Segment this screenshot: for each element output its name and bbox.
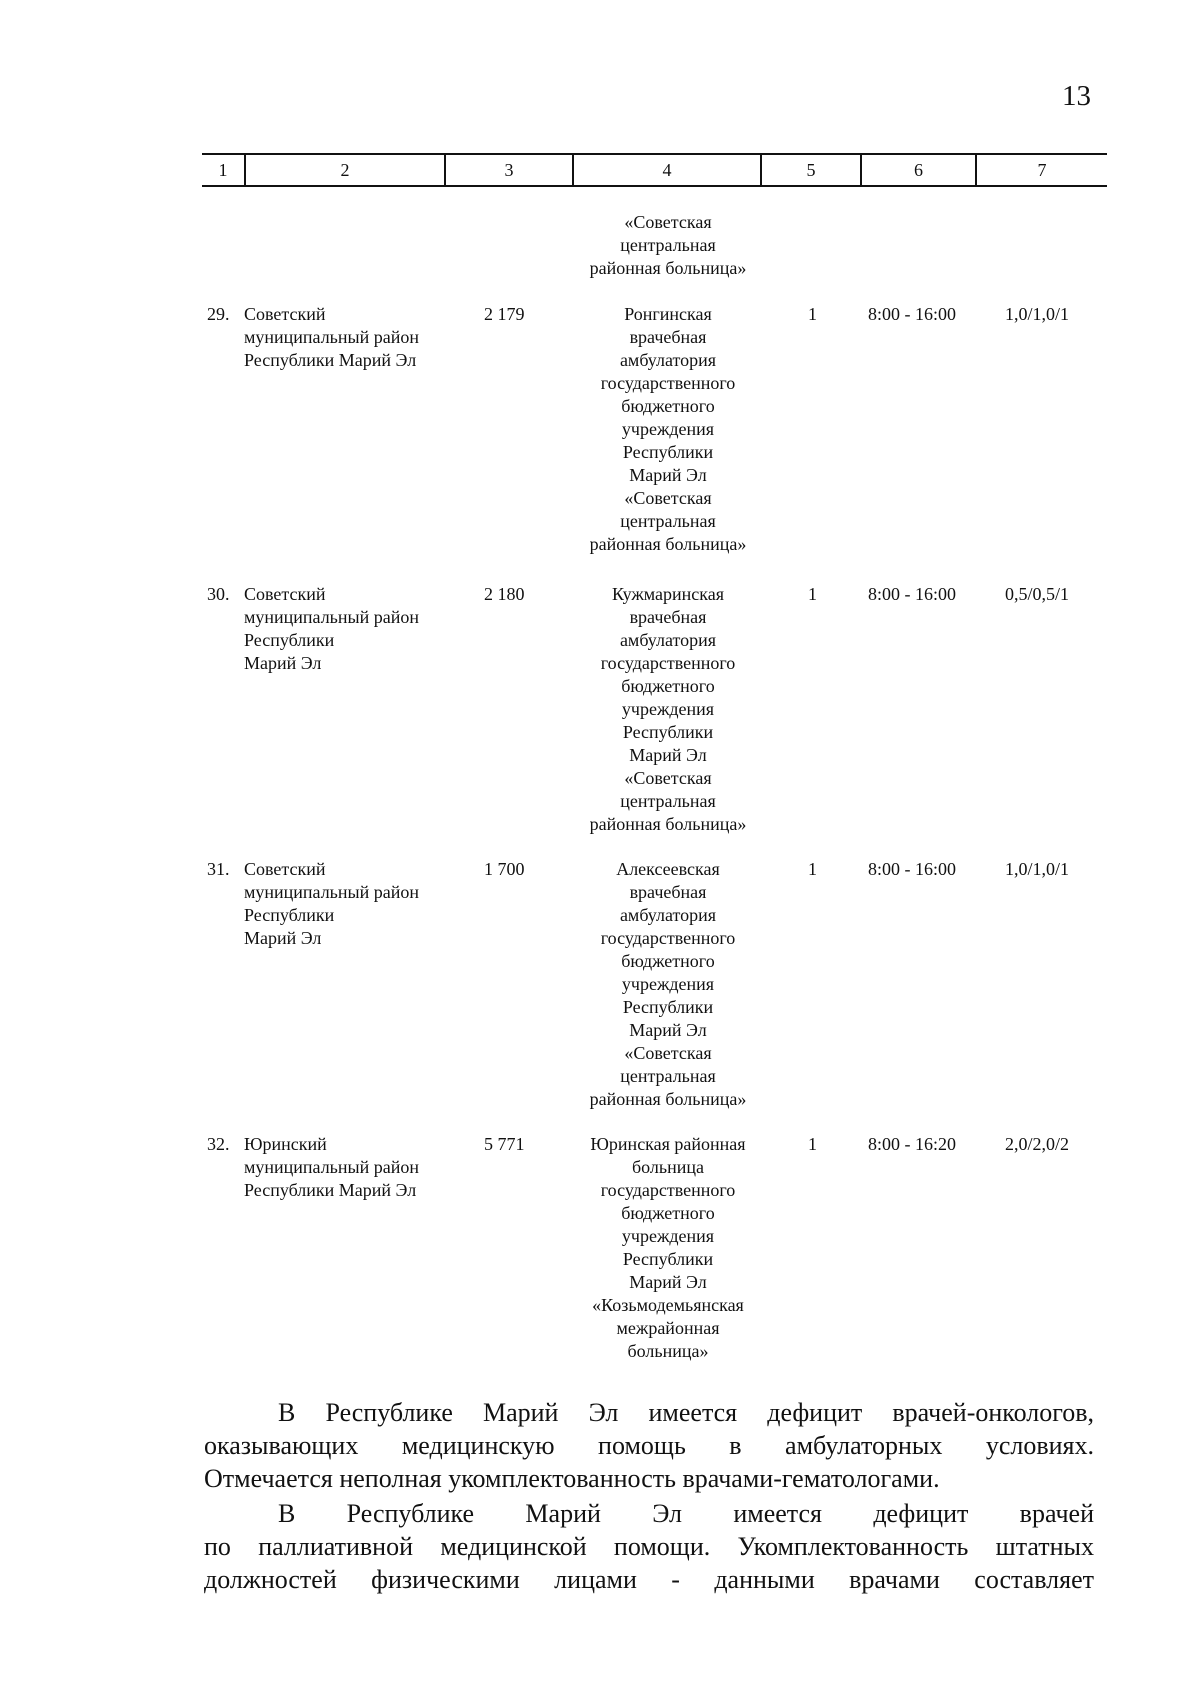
institution-cell: Ронгинская врачебная амбулатория государственного бюджетного учреждения Республики Марий Эл «Советская центральная районная больница»	[589, 304, 747, 554]
paragraph-line: должностей физическими лицами - данными врачами составляет	[204, 1565, 1094, 1594]
paragraph	[204, 1497, 1094, 1596]
staff-cell: 1,0/1,0/1	[1005, 859, 1070, 879]
paragraph	[204, 1396, 1094, 1495]
paragraph-line: оказывающих медицинскую помощь в амбулаторных условиях.	[204, 1431, 1094, 1460]
header-cell: 1	[218, 159, 228, 180]
header-cell: 3	[444, 155, 572, 185]
paragraph-line: Отмечается неполная укомплектованность врачами-гематологами.	[204, 1464, 940, 1493]
header-cell: 4	[572, 155, 760, 185]
staff-cell: 0,5/0,5/1	[1005, 584, 1070, 604]
population-cell: 2 180	[484, 584, 525, 604]
row-number: 29.	[207, 304, 230, 324]
header-cell: 6	[860, 155, 975, 185]
row-number: 30.	[207, 584, 230, 604]
population-cell: 5 771	[484, 1134, 525, 1154]
district-cell: Юринский муниципальный район Республики Марий Эл	[244, 1134, 420, 1200]
paragraph-line: по паллиативной медицинской помощи. Укомплектованность штатных	[204, 1532, 1094, 1561]
count-cell: 1	[808, 304, 817, 324]
hours-cell: 8:00 - 16:00	[868, 859, 956, 879]
district-cell: Советский муниципальный район Республики Марий Эл	[244, 304, 420, 370]
institution-cell: Юринская районная больница государственного бюджетного учреждения Республики Марий Эл «Козьмодемьянская межрайонная больница»	[590, 1134, 746, 1361]
count-cell: 1	[808, 859, 817, 879]
hours-cell: 8:00 - 16:00	[868, 304, 956, 324]
page-number: 13	[1062, 80, 1091, 112]
staff-cell: 2,0/2,0/2	[1005, 1134, 1070, 1154]
institution-cell: Алексеевская врачебная амбулатория государственного бюджетного учреждения Республики Марий Эл «Советская центральная районная больница»	[589, 859, 747, 1109]
staff-cell: 1,0/1,0/1	[1005, 304, 1070, 324]
paragraph-line: В Республике Марий Эл имеется дефицит врачей-онкологов,	[278, 1398, 1094, 1427]
row-number: 31.	[207, 859, 230, 879]
table-header	[202, 153, 1107, 187]
paragraph-line: В Республике Марий Эл имеется дефицит врачей	[278, 1499, 1094, 1528]
population-cell: 2 179	[484, 304, 525, 324]
institution-cell: «Советская центральная районная больница»	[589, 212, 747, 278]
count-cell: 1	[808, 584, 817, 604]
institution-cell: Кужмаринская врачебная амбулатория государственного бюджетного учреждения Республики Марий Эл «Советская центральная районная больница»	[589, 584, 747, 834]
count-cell: 1	[808, 1134, 817, 1154]
district-cell: Советский муниципальный район Республики Марий Эл	[244, 859, 420, 948]
header-cell: 2	[244, 155, 444, 185]
district-cell: Советский муниципальный район Республики Марий Эл	[244, 584, 420, 673]
row-number: 32.	[207, 1134, 230, 1154]
hours-cell: 8:00 - 16:00	[868, 584, 956, 604]
population-cell: 1 700	[484, 859, 525, 879]
hours-cell: 8:00 - 16:20	[868, 1134, 956, 1154]
header-cell: 7	[975, 155, 1107, 185]
header-cell: 5	[760, 155, 860, 185]
